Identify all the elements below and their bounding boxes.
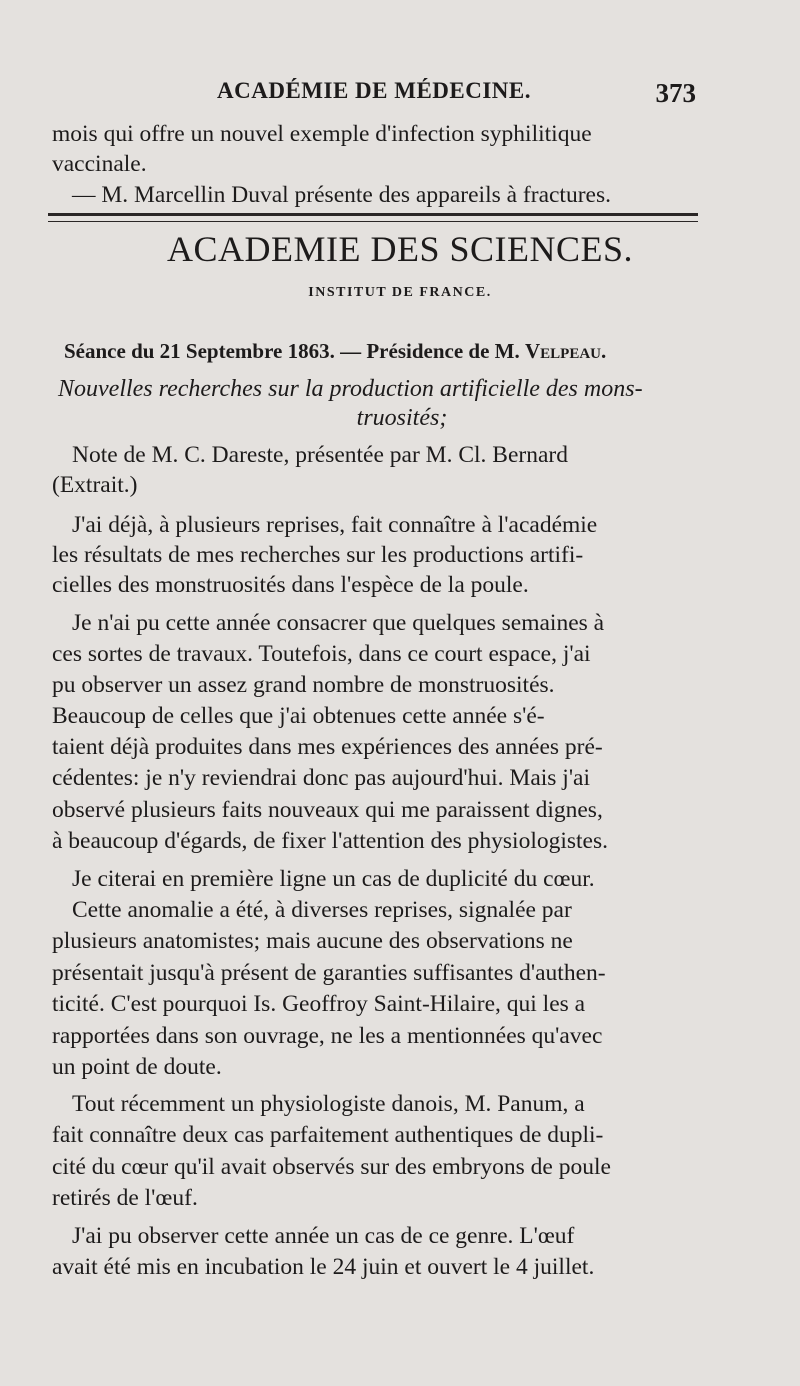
text-line: Je citerai en première ligne un cas de duplicité du cœur. [72,866,595,892]
text-line: Je n'ai pu cette année consacrer que quelques semaines à [72,610,605,636]
article-title-cont: truosités; [356,405,448,431]
page-number: 373 [655,78,696,108]
page-header [52,78,696,112]
text-line: retirés de l'œuf. [52,1185,198,1211]
text-line: (Extrait.) [52,472,138,498]
text-line: cédentes: je n'y reviendrai donc pas aujourd'hui. Mais j'ai [52,765,591,791]
text-line: un point de doute. [52,1054,222,1080]
text-line: les résultats de mes recherches sur les productions artifi- [52,542,584,568]
text-line: Tout récemment un physiologiste danois, M. Panum, a [72,1091,585,1117]
text-line: ticité. C'est pourquoi Is. Geoffroy Saint-Hilaire, qui les a [52,991,586,1017]
text-line: présentait jusqu'à présent de garanties suffisantes d'authen- [52,960,606,986]
text-line: mois qui offre un nouvel exemple d'infection syphilitique [52,121,592,147]
text-line: Cette anomalie a été, à diverses reprises, signalée par [72,897,572,923]
session-text: Séance du 21 Septembre 1863. — Présidence de M. [64,339,525,363]
text-line: Beaucoup de celles que j'ai obtenues cette année s'é- [52,703,545,729]
text-line: rapportées dans son ouvrage, ne les a mentionnées qu'avec [52,1023,603,1049]
text-line: — M. Marcellin Duval présente des appareils à fractures. [72,182,611,208]
text-line: plusieurs anatomistes; mais aucune des observations ne [52,928,573,954]
section-subtitle: INSTITUT DE FRANCE. [308,285,492,300]
text-line: ces sortes de travaux. Toutefois, dans ce court espace, j'ai [52,641,591,667]
text-line: cité du cœur qu'il avait observés sur des embryons de poule [52,1154,611,1180]
text-line: pu observer un assez grand nombre de monstruosités. [52,672,555,698]
president-name: Velpeau. [524,339,607,363]
double-rule [48,213,698,222]
text-line: avait été mis en incubation le 24 juin et ouvert le 4 juillet. [52,1254,595,1280]
text-line: à beaucoup d'égards, de fixer l'attention des physiologistes. [52,828,609,854]
session-line [64,339,606,364]
text-line: vaccinale. [52,151,147,177]
section-title: ACADEMIE DES SCIENCES. [166,229,634,269]
text-line: observé plusieurs faits nouveaux qui me paraissent dignes, [52,797,603,823]
article-title: Nouvelles recherches sur la production artificielle des mons- [58,376,643,402]
text-line: Note de M. C. Dareste, présentée par M. Cl. Bernard [72,442,568,468]
text-line: cielles des monstruosités dans l'espèce de la poule. [52,572,529,598]
text-line: J'ai pu observer cette année un cas de ce genre. L'œuf [72,1223,575,1249]
running-title: ACADÉMIE DE MÉDECINE. [217,78,531,103]
text-line: J'ai déjà, à plusieurs reprises, fait connaître à l'académie [72,512,598,538]
text-line: taient déjà produites dans mes expériences des années pré- [52,734,603,760]
text-line: fait connaître deux cas parfaitement authentiques de dupli- [52,1122,604,1148]
